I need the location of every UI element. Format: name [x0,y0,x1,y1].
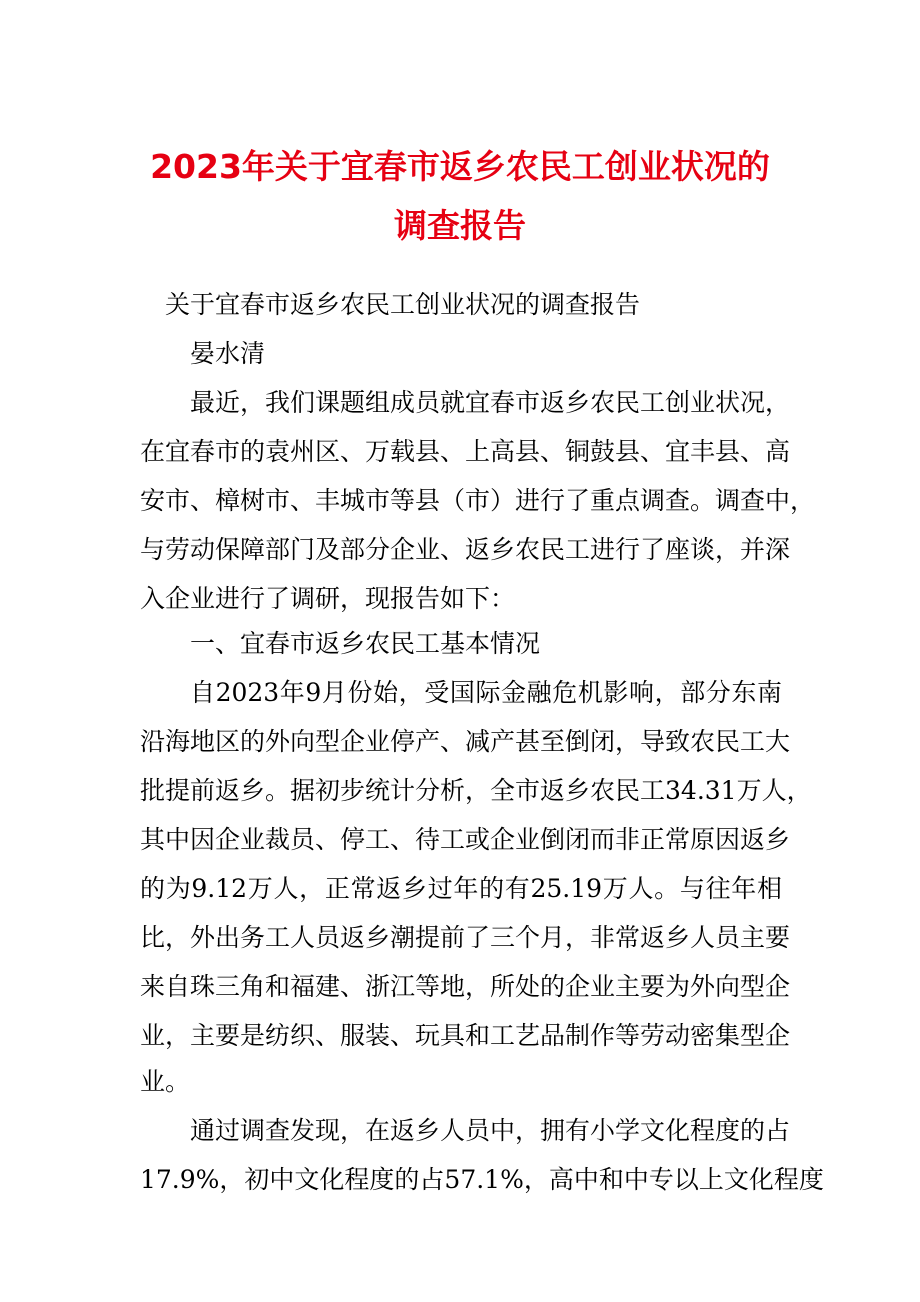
paragraph-line: 其中因企业裁员、停工、待工或企业倒闭而非正常原因返乡 [140,825,791,854]
paragraph-line: 沿海地区的外向型企业停产、减产甚至倒闭，导致农民工大 [140,727,791,756]
author-name: 晏水清 [190,339,266,368]
paragraph-line: 业。 [140,1067,191,1096]
paragraph-line: 来自珠三角和福建、浙江等地，所处的企业主要为外向型企 [140,972,791,1001]
paragraph-line: 17.9%，初中文化程度的占57.1%，高中和中专以上文化程度 [140,1165,824,1194]
document-title-line-2: 调查报告 [394,206,526,245]
subtitle: 关于宜春市返乡农民工创业状况的调查报告 [165,290,641,319]
paragraph-line: 比，外出务工人员返乡潮提前了三个月，非常返乡人员主要 [140,923,791,952]
paragraph-line: 在宜春市的袁州区、万载县、上高县、铜鼓县、宜丰县、高 [140,437,791,466]
paragraph-line: 自2023年9月份始，受国际金融危机影响，部分东南 [190,678,782,707]
paragraph-line: 业，主要是纺织、服装、玩具和工艺品制作等劳动密集型企 [140,1021,791,1050]
section-heading: 一、宜春市返乡农民工基本情况 [190,629,541,658]
paragraph-line: 与劳动保障部门及部分企业、返乡农民工进行了座谈，并深 [140,535,791,564]
paragraph-line: 最近，我们课题组成员就宜春市返乡农民工创业状况， [190,388,791,417]
paragraph-line: 入企业进行了调研，现报告如下： [140,584,516,613]
paragraph-line: 的为9.12万人，正常返乡过年的有25.19万人。与往年相 [140,874,782,903]
paragraph-line: 安市、樟树市、丰城市等县（市）进行了重点调查。调查中， [140,486,816,515]
paragraph-line: 通过调查发现，在返乡人员中，拥有小学文化程度的占 [190,1116,791,1145]
paragraph-line: 批提前返乡。据初步统计分析，全市返乡农民工34.31万人， [140,776,812,805]
document-title-line-1: 2023年关于宜春市返乡农民工创业状况的 [150,147,770,186]
